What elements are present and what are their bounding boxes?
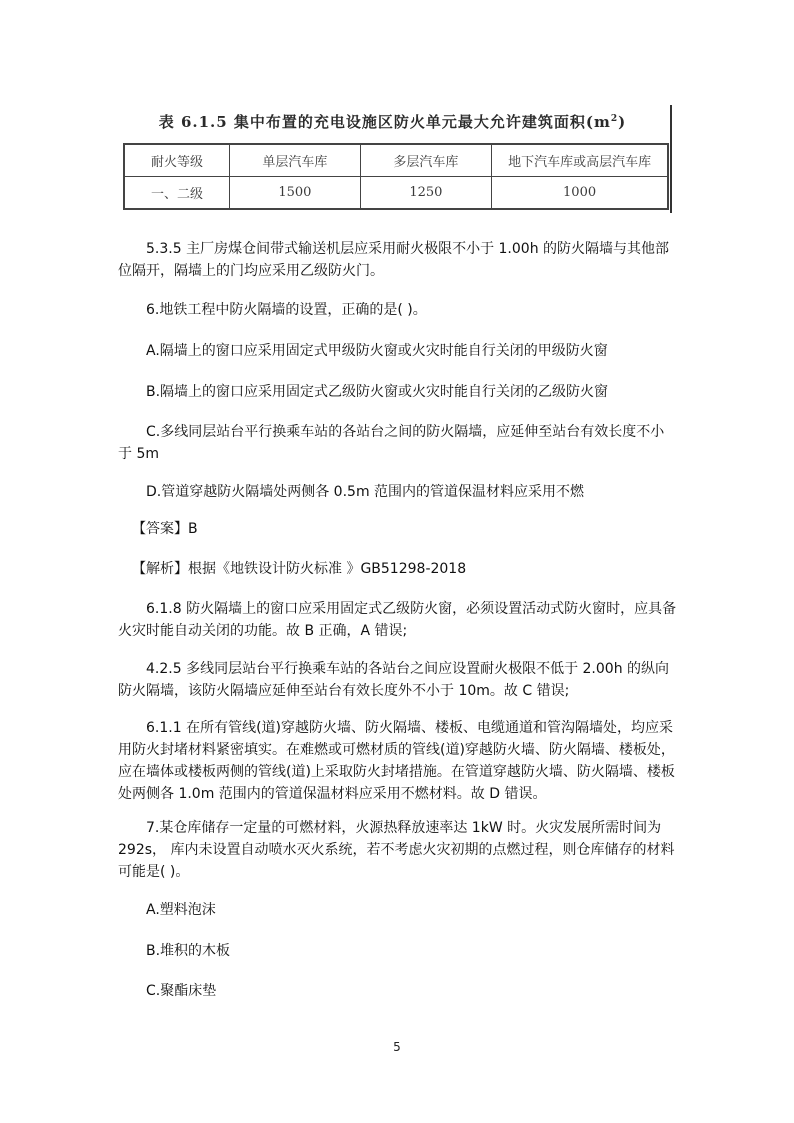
table-cell: 1000 — [492, 177, 668, 210]
question-7-option-b: B.堆积的木板 — [146, 943, 231, 959]
question-7: 7.某仓库储存一定量的可燃材料，火源热释放速率达 1kW 时。火灾发展所需时间为 292s， 库内未设置自动喷水灭火系统，若不考虑火灾初期的点燃过程，则仓库储存的材料可能是( )。 — [118, 820, 675, 880]
table-header-cell: 多层汽车库 — [360, 144, 492, 177]
table-cell: 一、二级 — [124, 177, 230, 210]
answer-label: 【答案】B — [132, 521, 198, 537]
question-7-option-c: C.聚酯床垫 — [146, 983, 217, 999]
question-6-option-d: D.管道穿越防火隔墙处两侧各 0.5m 范围内的管道保温材料应采用不燃 — [146, 484, 585, 500]
question-6-option-c: C.多线同层站台平行换乘车站的各站台之间的防火隔墙，应延伸至站台有效长度不小于 5m — [118, 424, 665, 462]
question-6-option-a: A.隔墙上的窗口应采用固定式甲级防火窗或火灾时能自行关闭的甲级防火窗 — [146, 343, 608, 359]
table-cell: 1250 — [360, 177, 492, 210]
paragraph-clause-4-2-5: 4.2.5 多线同层站台平行换乘车站的各站台之间应设置耐火极限不低于 2.00h 的纵向防火隔墙，该防火隔墙应延伸至站台有效长度外不小于 10m。故 C 错误; — [118, 661, 670, 699]
table-title-superscript: 2 — [610, 114, 619, 124]
table-title — [120, 111, 665, 132]
question-6: 6.地铁工程中防火隔墙的设置，正确的是( )。 — [146, 302, 427, 318]
paragraph-clause-6-1-1: 6.1.1 在所有管线(道)穿越防火墙、防火隔墙、楼板、电缆通道和管沟隔墙处，均应采用防火封堵材料紧密填实。在难燃或可燃材质的管线(道)穿越防火墙、防火隔墙、楼板处，应在墙体或楼板两侧的管线(道)上采取防火封堵措施。在管道穿越防火墙、防火隔墙、楼板处两侧各 1.0m 范围内的管道保温材料应采用不燃材料。故 D 错误。 — [118, 720, 675, 802]
question-7-option-a: A.塑料泡沫 — [146, 902, 216, 918]
fire-unit-area-table — [123, 143, 669, 210]
paragraph-clause-6-1-8: 6.1.8 防火隔墙上的窗口应采用固定式乙级防火窗，必须设置活动式防火窗时，应具备火灾时能自动关闭的功能。故 B 正确，A 错误; — [118, 601, 677, 639]
analysis-label: 【解析】根据《地铁设计防火标准 》GB51298-2018 — [132, 561, 467, 577]
table-header-cell: 地下汽车库或高层汽车库 — [492, 144, 668, 177]
table-cell: 1500 — [230, 177, 361, 210]
scan-edge-line — [670, 105, 672, 213]
table-title-close: ) — [618, 113, 627, 131]
scanned-table-image — [120, 105, 672, 213]
table-row — [124, 177, 668, 210]
table-title-text: 表 6.1.5 集中布置的充电设施区防火单元最大允许建筑面积(m — [158, 113, 611, 131]
table-header-cell: 单层汽车库 — [230, 144, 361, 177]
table-header-cell: 耐火等级 — [124, 144, 230, 177]
page-number: 5 — [393, 1040, 401, 1054]
paragraph-clause-5-3-5: 5.3.5 主厂房煤仓间带式输送机层应采用耐火极限不小于 1.00h 的防火隔墙与其他部位隔开，隔墙上的门均应采用乙级防火门。 — [118, 241, 670, 279]
question-6-option-b: B.隔墙上的窗口应采用固定式乙级防火窗或火灾时能自行关闭的乙级防火窗 — [146, 384, 609, 400]
table-header-row — [124, 144, 668, 177]
